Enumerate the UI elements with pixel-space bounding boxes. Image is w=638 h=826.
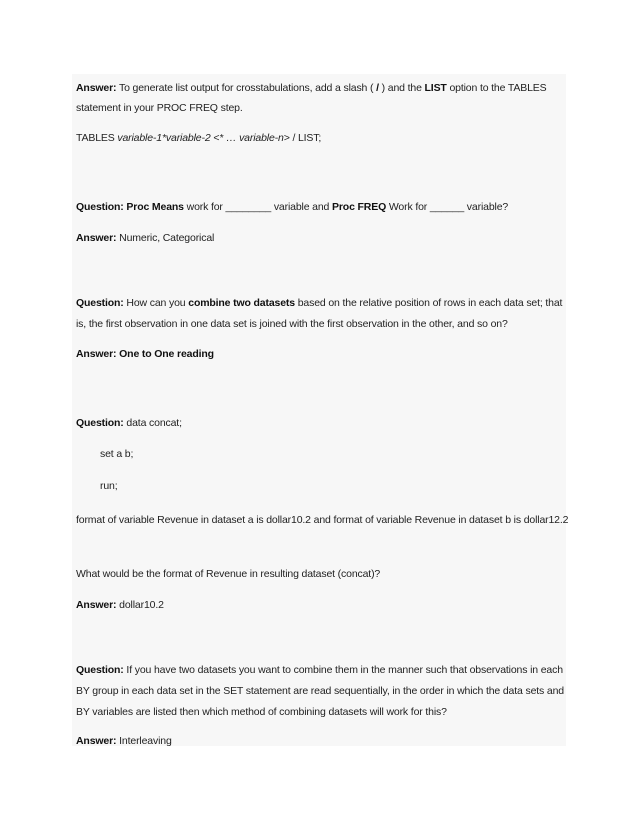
answer-label: Answer: [76, 735, 117, 747]
answer-text: option to the TABLES [446, 82, 547, 94]
question-text: Work for ______ variable? [386, 201, 509, 213]
question-4-prompt: What would be the format of Revenue in resulting dataset (concat)? [76, 568, 381, 580]
question-text: If you have two datasets you want to combine them in the manner such that observations in each [123, 664, 563, 676]
answer-3 [76, 347, 214, 361]
answer-text: To generate list output for crosstabulations, add a slash ( [116, 82, 374, 94]
code-line-set: set a b; [100, 448, 134, 460]
answer-label: Answer: [76, 82, 117, 94]
answer-label: Answer: [76, 348, 117, 360]
question-3-line-2: is, the first observation in one data set is joined with the first observation in the other, and so on? [76, 318, 508, 330]
question-text: How can you [123, 297, 189, 309]
proc-freq-term: Proc FREQ [332, 201, 387, 213]
question-label: Question: [76, 417, 124, 429]
combine-datasets-term: combine two datasets [188, 297, 295, 309]
answer-text: ) and the [381, 82, 425, 94]
answer-text: dollar10.2 [116, 599, 164, 611]
tables-syntax [76, 131, 321, 145]
answer-label: Answer: [76, 232, 117, 244]
question-5-line-2: BY group in each data set in the SET statement are read sequentially, in the order in which the data sets and [76, 685, 564, 697]
question-text: work for ________ variable and [183, 201, 333, 213]
question-5-line-1 [76, 663, 563, 677]
format-description: format of variable Revenue in dataset a is dollar10.2 and format of variable Revenue in dataset b is dollar12.2 [76, 514, 569, 526]
content-block [72, 74, 569, 746]
question-3-line-1 [76, 296, 562, 310]
question-text: based on the relative position of rows in each data set; that [294, 297, 563, 309]
answer-text: One to One reading [116, 348, 214, 360]
proc-means-term: Proc Means [123, 201, 184, 213]
answer-label: Answer: [76, 599, 117, 611]
question-4 [76, 416, 182, 430]
question-label: Question: [76, 201, 124, 213]
syntax-text: TABLES [76, 132, 118, 144]
question-text: data concat; [123, 417, 182, 429]
list-keyword: LIST [424, 82, 447, 94]
answer-1-line-2: statement in your PROC FREQ step. [76, 102, 243, 114]
question-label: Question: [76, 297, 124, 309]
syntax-text: / LIST; [289, 132, 322, 144]
question-2 [76, 200, 508, 214]
syntax-variables: variable-1*variable-2 <* … variable-n> [117, 132, 290, 144]
question-5-line-3: BY variables are listed then which method of combining datasets will work for this? [76, 706, 447, 718]
answer-1-line-1 [76, 81, 546, 95]
question-label: Question: [76, 664, 124, 676]
answer-text: Interleaving [116, 735, 172, 747]
code-line-run: run; [100, 480, 118, 492]
answer-text: Numeric, Categorical [116, 232, 215, 244]
answer-2 [76, 231, 214, 245]
slash-symbol: / [373, 82, 382, 94]
answer-5 [76, 734, 172, 748]
answer-4 [76, 598, 164, 612]
